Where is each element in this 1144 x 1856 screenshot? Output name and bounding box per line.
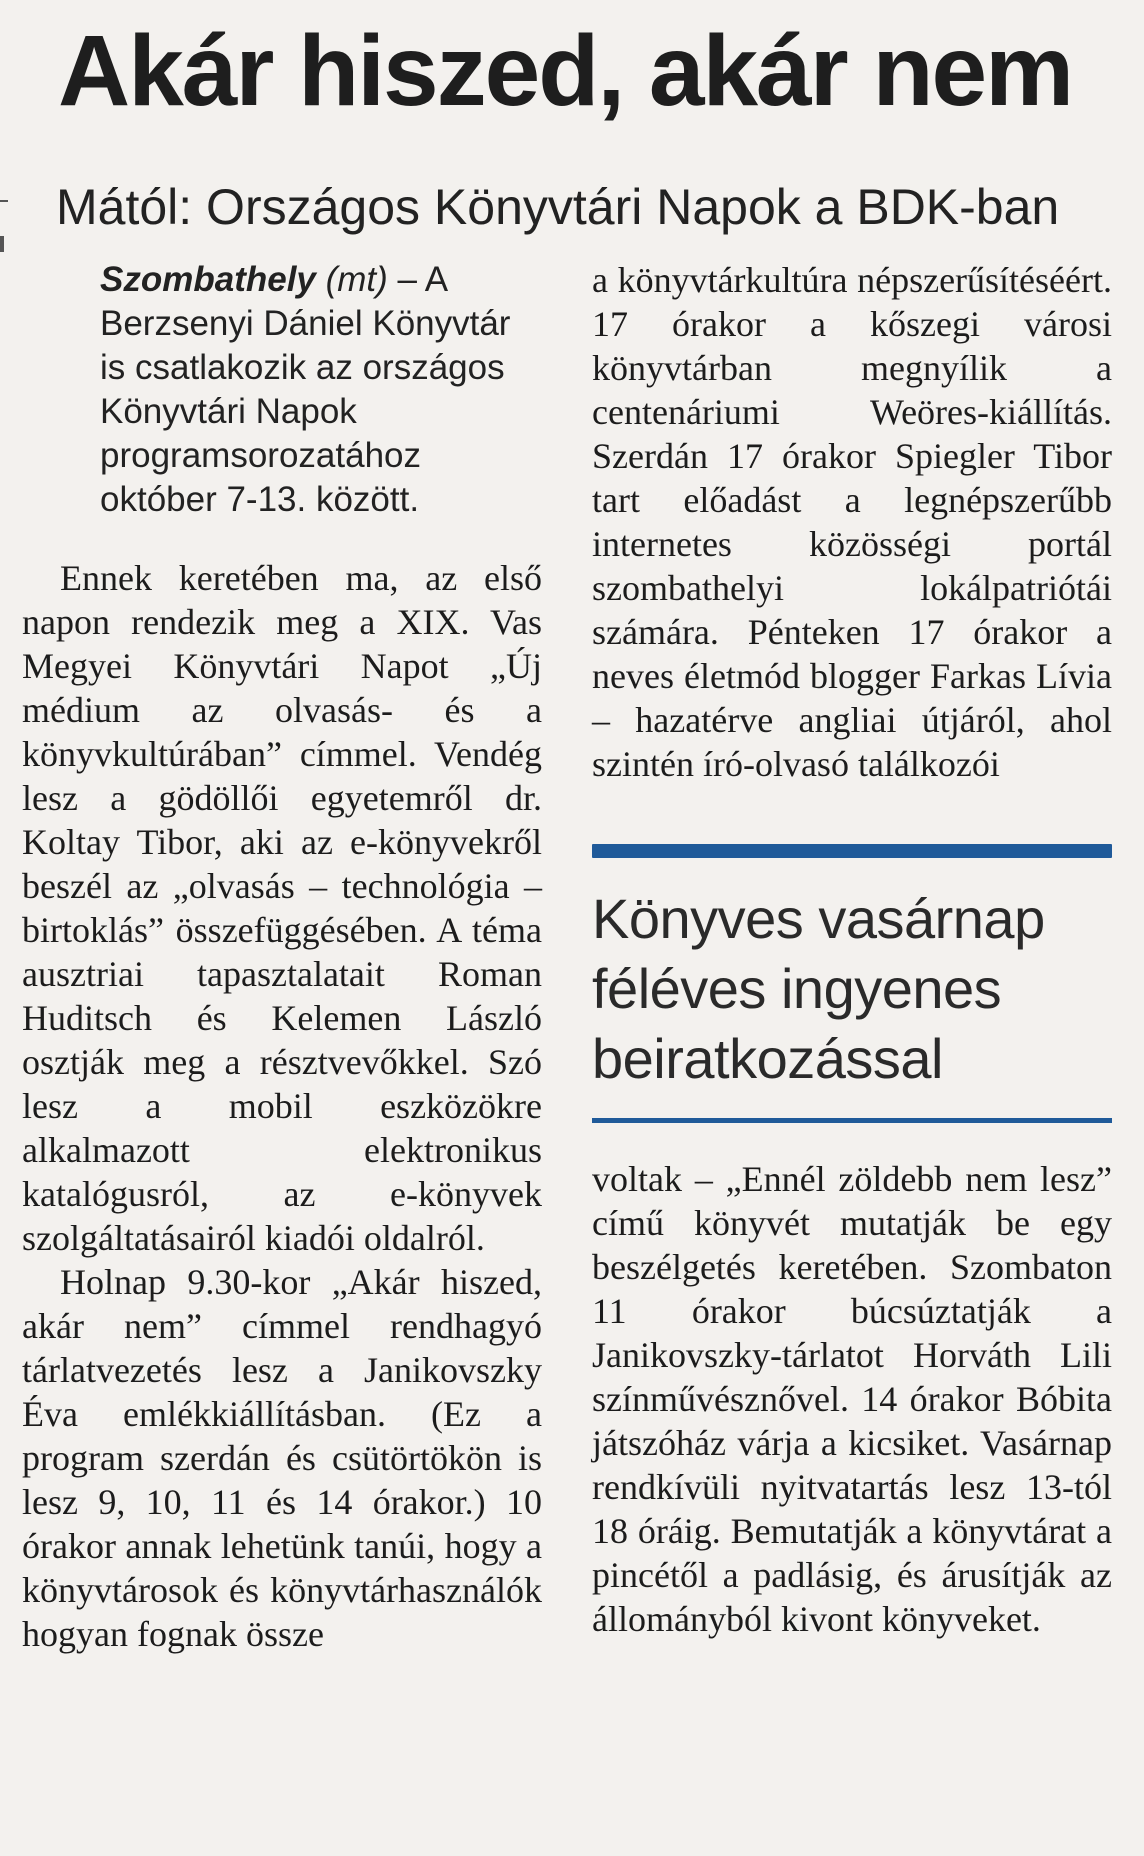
lead-text: – A Berzsenyi Dániel Könyvtár is csatlakozik az országos Könyvtári Napok programsorozatához október 7-13. között. — [100, 260, 511, 519]
body-paragraph: Holnap 9.30-kor „Akár hiszed, akár nem” címmel rendhagyó tárlatvezetés lesz a Janikovszky Éva emlékkiállításban. (Ez a program szerdán és csütörtökön is lesz 9, 10, 11 és 14 órakor.) 10 órakor annak lehetünk tanúi, hogy a könyvtárosok és könyvtárhasználók hogyan fognak össze — [22, 1262, 542, 1654]
right-column — [592, 258, 1112, 1641]
sidebar-box — [592, 884, 1112, 1094]
margin-mark — [0, 236, 4, 252]
section-rule — [592, 1118, 1112, 1123]
body-paragraph: voltak – „Ennél zöldebb nem lesz” című könyvét mutatják be egy beszélgetés keretében. Szombaton 11 órakor búcsúztatják a Janikovszky-tárlatot Horváth Lili színművésznővel. 14 órakor Bóbita játszóház várja a kicsiket. Vasárnap rendkívüli nyitvatartás lesz 13-tól 18 óráig. Bemutatják a könyvtárat a pincétől a padlásig, és árusítják az állományból kivont könyveket. — [592, 1159, 1112, 1639]
box-title-line: beiratkozással — [592, 1027, 943, 1090]
body-paragraph: Ennek keretében ma, az első napon rendezik meg a XIX. Vas Megyei Könyvtári Napot „Új médium az olvasás- és a könyvkultúrában” címmel. Vendég lesz a gödöllői egyetemről dr. Koltay Tibor, aki az e-könyvekről beszél az „olvasás – technológia – birtoklás” összefüggésében. A téma ausztriai tapasztalatait Roman Huditsch és Kelemen László osztják meg a résztvevőkkel. Szó lesz a mobil eszközökre alkalmazott elektronikus katalógusról, az e-könyvek szolgáltatásairól kiadói oldalról. — [22, 558, 542, 1258]
author-initials: (mt) — [325, 260, 388, 299]
section-rule — [592, 844, 1112, 858]
headline: Akár hiszed, akár nem — [58, 15, 1073, 127]
dateline: Szombathely — [100, 260, 316, 299]
box-title-line: Könyves vasárnap — [592, 887, 1045, 950]
margin-mark — [0, 200, 8, 202]
box-title-line: féléves ingyenes — [592, 957, 1002, 1020]
body-paragraph: a könyvtárkultúra népszerűsítéséért. 17 órakor a kőszegi városi könyvtárban megnyílik a centenáriumi Weöres-kiállítás. Szerdán 17 órakor Spiegler Tibor tart előadást a legnépszerűbb internetes közösségi portál szombathelyi lokálpatriótái számára. Pénteken 17 órakor a neves életmód blogger Farkas Lívia – hazatérve angliai útjáról, ahol szintén író-olvasó találkozói — [592, 260, 1112, 784]
left-column — [22, 258, 542, 1656]
lead-paragraph — [100, 258, 540, 522]
subheadline: Mától: Országos Könyvtári Napok a BDK-ban — [56, 179, 1060, 235]
